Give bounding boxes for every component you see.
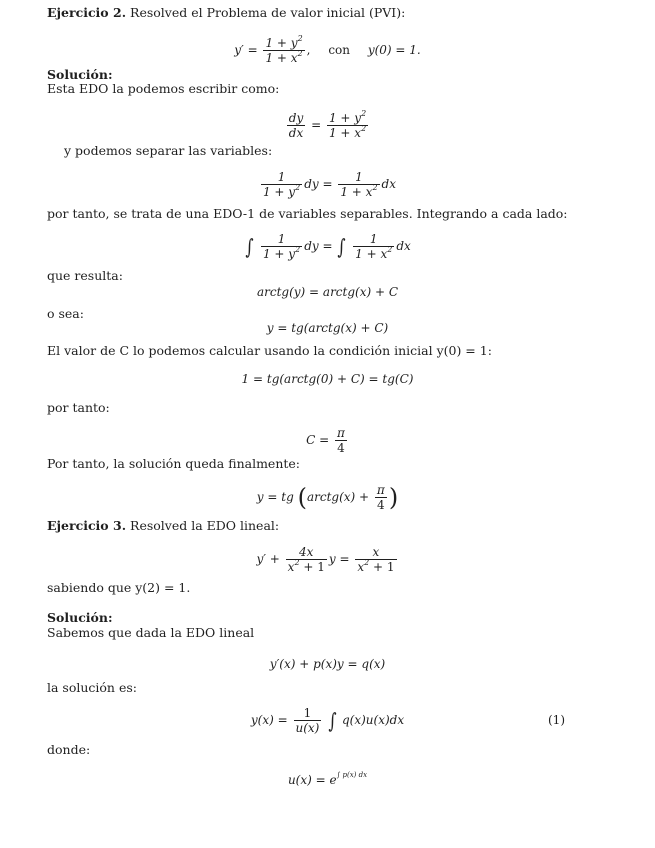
paragraph: El valor de C lo podemos calcular usando la condición inicial y(0) = 1: xyxy=(47,343,492,358)
final-inner: arctg(x) + xyxy=(306,490,370,504)
exercise-3-text: Resolved la EDO lineal: xyxy=(130,518,280,533)
frac-num: 1 xyxy=(369,232,378,246)
frac-num: x xyxy=(372,545,380,559)
paragraph: y podemos separar las variables: xyxy=(64,143,273,158)
fraction-x: $\frac{1}{1 + x^2}$ xyxy=(340,170,378,199)
dx: dx xyxy=(396,239,411,253)
paragraph: Sabemos que dada la EDO lineal xyxy=(47,625,255,640)
frac-den: 1 + x xyxy=(355,247,388,261)
exercise-3-title: Ejercicio 3. xyxy=(47,518,127,533)
eq-comma: , xyxy=(306,43,311,57)
frac-den: x xyxy=(287,560,295,574)
solution-heading: Solución: xyxy=(47,67,113,82)
arctg-equation: arctg(y) = arctg(x) + C xyxy=(256,285,399,299)
frac-den: x xyxy=(357,560,365,574)
u-lhs: u(x) = e xyxy=(287,773,337,787)
u-definition xyxy=(0,773,655,787)
dx: dx xyxy=(381,177,396,191)
y-eq: y = xyxy=(328,552,350,566)
eq-condition: y(0) = 1. xyxy=(367,43,421,57)
rhs-fraction: $\frac{x}{x^2 + 1}$ xyxy=(357,545,395,574)
paragraph: Por tanto, la solución queda finalmente: xyxy=(47,456,301,471)
frac-den: 1 + y xyxy=(262,185,296,199)
dy: dy = xyxy=(304,239,333,253)
paragraph: sabiendo que y(2) = 1. xyxy=(47,580,191,595)
frac-num: dy xyxy=(288,111,304,125)
c-value-equation xyxy=(0,426,655,455)
linear-edo-equation xyxy=(0,545,655,574)
sol-lhs: y(x) = xyxy=(250,713,288,727)
paragraph: o sea: xyxy=(47,306,84,321)
fraction-y: $\frac{1}{1 + y^2}$ xyxy=(262,232,301,261)
pi-fraction xyxy=(375,483,387,512)
paragraph: por tanto, se trata de una EDO-1 de variables separables. Integrando a cada lado: xyxy=(47,206,568,221)
frac-num: π xyxy=(337,426,345,440)
separated-equation xyxy=(0,170,655,199)
dydx-fraction xyxy=(287,111,305,140)
paragraph: por tanto: xyxy=(47,400,110,415)
integrand: q(x)u(x)dx xyxy=(341,713,405,727)
frac-den: 1 + x xyxy=(340,185,373,199)
paragraph: donde: xyxy=(47,742,91,757)
paragraph: Esta EDO la podemos escribir como: xyxy=(47,81,280,96)
exercise-2-statement xyxy=(47,6,405,20)
frac-num: 1 xyxy=(277,170,286,184)
frac-den-plus: + 1 xyxy=(299,560,325,574)
final-solution: y = tg (arctg(x) + $\frac{\pi}{4}$ ) xyxy=(256,483,399,512)
frac-num: 1 xyxy=(303,706,312,720)
exponent: ∫ p(x) dx xyxy=(336,771,368,779)
integral-equation xyxy=(0,232,655,261)
pvi-fraction: $\frac{1 + y^2}{1 + x^2}$ xyxy=(265,34,303,65)
c-equation: 1 = tg(arctg(0) + C) = tg(C) xyxy=(241,372,414,386)
integral-sign: ∫ xyxy=(337,234,346,259)
eq-lhs: y′ = xyxy=(234,43,258,57)
exercise-2-title: Ejercicio 2. xyxy=(47,5,127,20)
frac-den: u(x) xyxy=(295,721,320,735)
pi-fraction xyxy=(335,426,347,455)
frac-num: π xyxy=(376,483,385,497)
frac-den: 1 + x xyxy=(265,51,298,65)
frac-den: dx xyxy=(287,125,305,140)
fraction-x: $\frac{1}{1 + x^2}$ xyxy=(355,232,393,261)
frac-den-plus: + 1 xyxy=(369,560,395,574)
dy: dy = xyxy=(304,177,333,191)
integral-sign: ∫ xyxy=(245,234,254,259)
final-lhs: y = tg xyxy=(256,490,294,504)
exercise-3-statement xyxy=(47,519,279,533)
frac-num: 1 + y xyxy=(328,111,362,125)
exercise-2-text: Resolved el Problema de valor inicial (PVI): xyxy=(130,5,406,20)
solution-heading: Solución: xyxy=(47,610,113,625)
paragraph: la solución es: xyxy=(47,680,137,695)
equation-number: (1) xyxy=(548,713,565,727)
fraction-y: $\frac{1}{1 + y^2}$ xyxy=(262,170,301,199)
coef-fraction: $\frac{4x}{x^2 + 1}$ xyxy=(287,545,325,574)
rhs-fraction: $\frac{1 + y^2}{1 + x^2}$ xyxy=(328,109,367,140)
pvi-equation xyxy=(0,36,655,65)
frac-den: 4 xyxy=(375,497,387,512)
dydx-equation: $\frac{dy}{dx}$ = $\frac{1 + y^2}{1 + x^2}$ xyxy=(288,109,367,140)
frac-den: 1 + x xyxy=(328,126,362,140)
eq-con: con xyxy=(328,43,350,57)
frac-num: 1 xyxy=(355,170,363,184)
frac-num: 1 + y xyxy=(265,36,298,50)
c-lhs: C = xyxy=(306,433,330,447)
frac-num: 1 xyxy=(277,232,286,246)
frac-den: 1 + y xyxy=(262,247,296,261)
one-over-u-fraction xyxy=(294,706,322,735)
linear-general-equation: y′(x) + p(x)y = q(x) xyxy=(269,657,386,671)
y-equation: y = tg(arctg(x) + C) xyxy=(266,321,389,335)
frac-num: 4x xyxy=(299,545,314,559)
paragraph: que resulta: xyxy=(47,268,123,283)
eq-lhs: y′ + xyxy=(256,552,280,566)
integral-sign: ∫ xyxy=(328,708,337,733)
frac-den: 4 xyxy=(335,440,347,455)
